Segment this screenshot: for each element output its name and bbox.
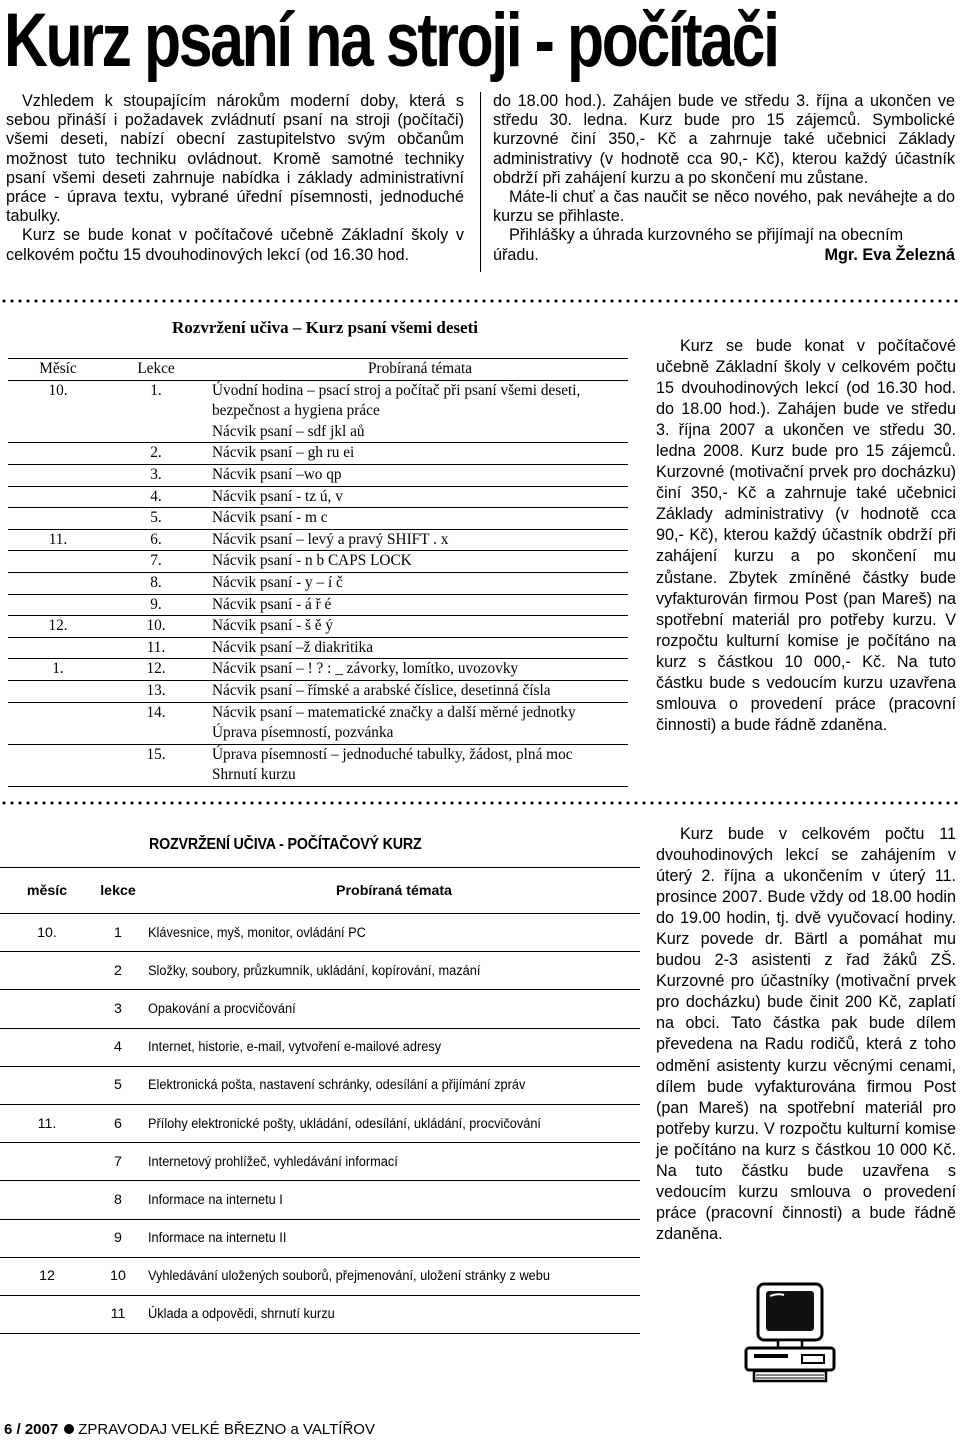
bullet-icon [64,1424,74,1434]
topic-line: Nácvik psaní - y – í č [212,573,343,591]
month-cell [8,572,108,594]
month-cell: 11. [0,1104,94,1142]
table-row [8,680,628,702]
topic-cell [142,1257,640,1295]
topic-line: Nácvik psaní – levý a pravý SHIFT . x [212,530,449,548]
table1-header-row [8,359,628,381]
table-row [0,914,640,952]
topic-line: Nácvik psaní – sdf jkl aů [212,422,365,440]
topic-text: Složky, soubory, průzkumník, ukládání, kopírování, mazání [148,962,481,979]
table2-header-topics: Probíraná témata [142,868,640,914]
table-row [0,1066,640,1104]
table-row [0,1181,640,1219]
month-cell [8,443,108,465]
intro-paragraph-3: do 18.00 hod.). Zahájen bude ve středu 3. října a ukončen ve středu 30. ledna. Kurz bude pro 15 zájemců. Symbolické kurzovné činí 350,- Kč a zahrnuje také učebnici Základy administrativy (v hodnotě cca 90,- Kč), kterou každý účastník obdrží při zahájení kurzu a po skončení mu zůstane. [493,92,955,187]
topic-cell [142,1104,640,1142]
author-signature: Mgr. Eva Železná [824,245,955,264]
lesson-cell: 4. [108,486,204,508]
topic-cell [142,1028,640,1066]
dotted-separator-2 [0,801,960,805]
topic-line: Úvodní hodina – psací stroj a počítač při psaní všemi deseti, [212,381,581,399]
lesson-cell: 5 [94,1066,142,1104]
table-row [8,464,628,486]
lesson-cell: 13. [108,680,204,702]
lesson-cell: 3 [94,990,142,1028]
month-cell [8,594,108,616]
month-cell [8,744,108,786]
month-cell [8,680,108,702]
table1-header-month: Měsíc [8,359,108,381]
lesson-cell: 9 [94,1219,142,1257]
publication-name: ZPRAVODAJ VELKÉ BŘEZNO a VALTÍŘOV [78,1421,375,1438]
lesson-cell: 1. [108,380,204,443]
month-cell: 10. [8,380,108,443]
lesson-cell: 5. [108,508,204,530]
table-row [8,508,628,530]
topic-text: Informace na internetu II [148,1230,287,1247]
table-row [8,702,628,744]
lesson-cell: 7. [108,551,204,573]
table-row [0,1104,640,1142]
table-row [8,443,628,465]
table-row [8,659,628,681]
topic-cell [204,659,628,681]
table-row [8,637,628,659]
topic-line: Nácvik psaní - á ř é [212,595,332,613]
table-row [0,1143,640,1181]
intro-paragraph-1: Vzhledem k stoupajícím nárokům moderní doby, která s sebou přináší i požadavek zvládnutí psaní na stroji (počítači) všemi deseti, nabízí obecní zastupitelstvo svým občanům možnost tuto techniku ovládnout. Kromě samotné techniky psaní všemi deseti zahrnuje nabídka i základy administrativní práce - úprava textu, vybrané úřední písemnosti, jednoduché tabulky. [6,92,464,226]
lesson-cell: 1 [94,914,142,952]
lesson-cell: 10. [108,616,204,638]
topic-line: Úprava písemností, pozvánka [212,724,394,742]
topic-cell [204,702,628,744]
lesson-cell: 6. [108,529,204,551]
computer-icon [740,1278,840,1388]
dotted-separator [0,299,960,303]
topic-line: Úprava písemností – jednoduché tabulky, žádost, plná moc [212,745,573,763]
typing-course-table [8,358,628,787]
table-row [8,529,628,551]
lesson-cell: 14. [108,702,204,744]
intro-paragraph-4: Máte-li chuť a čas naučit se něco nového, pak neváhejte a do kurzu se přihlaste. [493,188,955,226]
month-cell [0,952,94,990]
lesson-cell: 8. [108,572,204,594]
page-footer [4,1421,375,1438]
lesson-cell: 12. [108,659,204,681]
lesson-cell: 11. [108,637,204,659]
table1-title: Rozvržení učiva – Kurz psaní všemi deseti [172,318,478,337]
month-cell [8,508,108,530]
topic-text: Klávesnice, myš, monitor, ovládání PC [148,924,366,941]
month-cell [0,1028,94,1066]
table1-header-topics: Probíraná témata [204,359,628,381]
topic-cell [142,990,640,1028]
topic-cell [204,464,628,486]
topic-text: Informace na internetu I [148,1191,283,1208]
table2-header-month: měsíc [0,868,94,914]
month-cell [8,551,108,573]
table-row [8,551,628,573]
topic-cell [204,572,628,594]
intro-column-2 [493,92,955,265]
table-row [0,1028,640,1066]
month-cell: 12. [8,616,108,638]
table-row [0,1219,640,1257]
topic-cell [204,551,628,573]
table2-header-row [0,868,640,914]
topic-text: Internetový prohlížeč, vyhledávání informací [148,1153,398,1170]
lesson-cell: 2 [94,952,142,990]
month-cell: 1. [8,659,108,681]
month-cell [8,702,108,744]
intro-column-1 [6,92,464,265]
table-row [8,594,628,616]
topic-cell [204,443,628,465]
topic-line: Shrnutí kurzu [212,766,296,784]
topic-text: Opakování a procvičování [148,1000,296,1017]
month-cell [0,1181,94,1219]
topic-cell [204,744,628,786]
topic-cell [204,680,628,702]
topic-text: Úklada a odpovědi, shrnutí kurzu [148,1306,335,1323]
computer-course-description: Kurz bude v celkovém počtu 11 dvouhodinových lekcí se zahájením v úterý 2. října a ukončením v úterý 11. prosince 2007. Bude vždy od 18.00 hodin do 19.00 hodin, tj. dvě vyučovací hodiny. Kurz povede dr. Bärtl a pomáhat mu budou 2-3 asistenti z řad žáků ZŠ. Kurzovné pro účastníky (motivační prvek pro docházku) bude činit 200 Kč, zaplatí na obci. Tato částka pak bude dílem převedena na Radu rodičů, která z toho odmění asistenty kurzu věcnými cenami, dílem bude vyfakturována firmou Post (pan Mareš) na spotřební materiál pro potřeby kurzu. V rozpočtu kulturní komise je počítáno na kurz s částkou 10 000 Kč. Na tuto částku bude uzavřena s vedoucím kurzu smlouva o provedení práce (pracovní činnosti) a bude řádně zdaněna. [656,825,956,1243]
topic-line: Nácvik psaní – gh ru ei [212,444,355,462]
topic-cell [204,508,628,530]
topic-line: Nácvik psaní – matematické značky a další měrné jednotky [212,703,576,721]
intro-paragraph-2: Kurz se bude konat v počítačové učebně Základní školy v celkovém počtu 15 dvouhodinových lekcí (od 16.30 hod. [6,226,464,264]
topic-line: Nácvik psaní - m c [212,509,328,527]
month-cell [0,1219,94,1257]
table-row [8,744,628,786]
topic-text: Elektronická pošta, nastavení schránky, odesílání a přijímání zpráv [148,1077,526,1094]
month-cell [0,990,94,1028]
topic-line: Nácvik psaní – ! ? : _ závorky, lomítko, uvozovky [212,660,519,678]
topic-cell [204,594,628,616]
lesson-cell: 15. [108,744,204,786]
topic-cell [142,1143,640,1181]
table-row [0,1295,640,1333]
topic-line: Nácvik psaní - tz ú, v [212,487,343,505]
month-cell [0,1295,94,1333]
topic-cell [204,637,628,659]
topic-cell [204,380,628,443]
lesson-cell: 7 [94,1143,142,1181]
month-cell [0,1143,94,1181]
page-headline: Kurz psaní na stroji - počítači [4,0,778,83]
page-number: 6 / 2007 [4,1421,59,1438]
topic-cell [142,1219,640,1257]
table2-title: ROZVRŽENÍ UČIVA - POČÍTAČOVÝ KURZ [149,836,422,853]
topic-text: Přílohy elektronické pošty, ukládání, odesílání, ukládání, procvičování [148,1115,541,1132]
topic-line: bezpečnost a hygiena práce [212,402,380,420]
signature-line [493,246,955,265]
topic-text: Vyhledávání uložených souborů, přejmenování, uložení stránky z webu [148,1268,550,1285]
column-divider [480,92,481,272]
lesson-cell: 3. [108,464,204,486]
typing-course-description: Kurz se bude konat v počítačové učebně Základní školy v celkovém počtu 15 dvouhodinových lekcí (od 16.30 hod. do 18.00 hod.). Zahájen bude ve středu 3. října 2007 a ukončen ve středu 30. ledna 2008. Kurz bude pro 15 zájemců. Kurzovné (motivační prvek pro docházku) činí 350,- Kč a zahrnuje také učebnici Základy administrativy (v hodnotě cca 90,- Kč), kterou každý účastník obdrží při zahájení kurzu a po skončení mu zůstane. Zbytek zmíněné částky bude vyfakturován firmou Post (pan Mareš) na spotřební materiál pro potřeby kurzu. V rozpočtu kulturní komise je počítáno na kurz s částkou 10 000,- Kč. Na tuto částku bude s vedoucím kurzu uzavřena smlouva o provedení práce (pracovní činnosti) a bude řádně zdaněna. [656,337,956,734]
month-cell [8,637,108,659]
table-row [0,1257,640,1295]
topic-line: Nácvik psaní –ž diakritika [212,638,373,656]
month-cell: 11. [8,529,108,551]
topic-cell [142,1295,640,1333]
topic-line: Nácvik psaní – římské a arabské číslice, desetinná čísla [212,681,551,699]
topic-cell [142,1181,640,1219]
month-cell [8,464,108,486]
month-cell [0,1066,94,1104]
month-cell: 12 [0,1257,94,1295]
topic-cell [142,952,640,990]
table-row [8,616,628,638]
topic-line: Nácvik psaní –wo qp [212,465,342,483]
intro-paragraph-5: Přihlášky a úhrada kurzovného se přijímají na obecním [509,226,904,245]
topic-cell [204,529,628,551]
month-cell: 10. [0,914,94,952]
lesson-cell: 8 [94,1181,142,1219]
table2-header-lesson: lekce [94,868,142,914]
topic-cell [142,914,640,952]
table-row [0,990,640,1028]
lesson-cell: 11 [94,1295,142,1333]
computer-course-table [0,867,640,1334]
lesson-cell: 9. [108,594,204,616]
table-row [8,380,628,443]
topic-cell [142,1066,640,1104]
lesson-cell: 6 [94,1104,142,1142]
intro-paragraph-5-end: úřadu. [493,245,539,264]
lesson-cell: 4 [94,1028,142,1066]
table1-header-lesson: Lekce [108,359,204,381]
topic-text: Internet, historie, e-mail, vytvoření e-mailové adresy [148,1039,442,1056]
table-row [8,486,628,508]
table-row [8,572,628,594]
lesson-cell: 10 [94,1257,142,1295]
table-row [0,952,640,990]
topic-cell [204,486,628,508]
lesson-cell: 2. [108,443,204,465]
month-cell [8,486,108,508]
topic-cell [204,616,628,638]
topic-line: Nácvik psaní - š ě ý [212,617,334,635]
topic-line: Nácvik psaní - n b CAPS LOCK [212,552,412,570]
